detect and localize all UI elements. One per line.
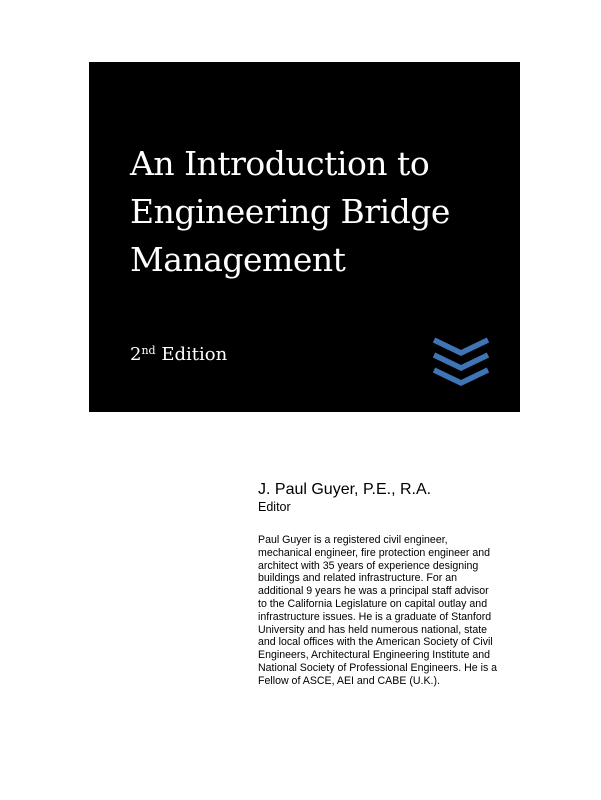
edition-label: [130, 344, 227, 366]
author-bio: Paul Guyer is a registered civil engineer, mechanical engineer, fire protection engineer and architect with 35 years of experience designing buildings and related infrastructure. For an additional 9 years he was a principal staff advisor to the California Legislature on capital outlay and infrastructure issues. He is a graduate of Stanford University and has held numerous national, state and local offices with the American Society of Civil Engineers, Architectural Engineering Institute and National Society of Professional Engineers. He is a Fellow of ASCE, AEI and CABE (U.K.).: [258, 534, 498, 687]
chevron-1: [434, 340, 488, 353]
title-line-3: Management: [130, 240, 346, 279]
author-role: Editor: [258, 500, 291, 514]
chevron-3: [434, 370, 488, 383]
edition-suffix: nd: [141, 344, 156, 357]
chevron-2: [434, 355, 488, 368]
author-name: J. Paul Guyer, P.E., R.A.: [258, 481, 432, 498]
title-line-1: An Introduction to: [130, 144, 430, 183]
title-line-2: Engineering Bridge: [130, 192, 450, 231]
author-block: [258, 481, 498, 688]
edition-word: Edition: [161, 344, 228, 365]
cover-panel: [89, 62, 520, 412]
book-title: [130, 140, 500, 284]
triple-chevron-down-icon: [431, 336, 491, 388]
edition-number: 2: [130, 344, 142, 365]
